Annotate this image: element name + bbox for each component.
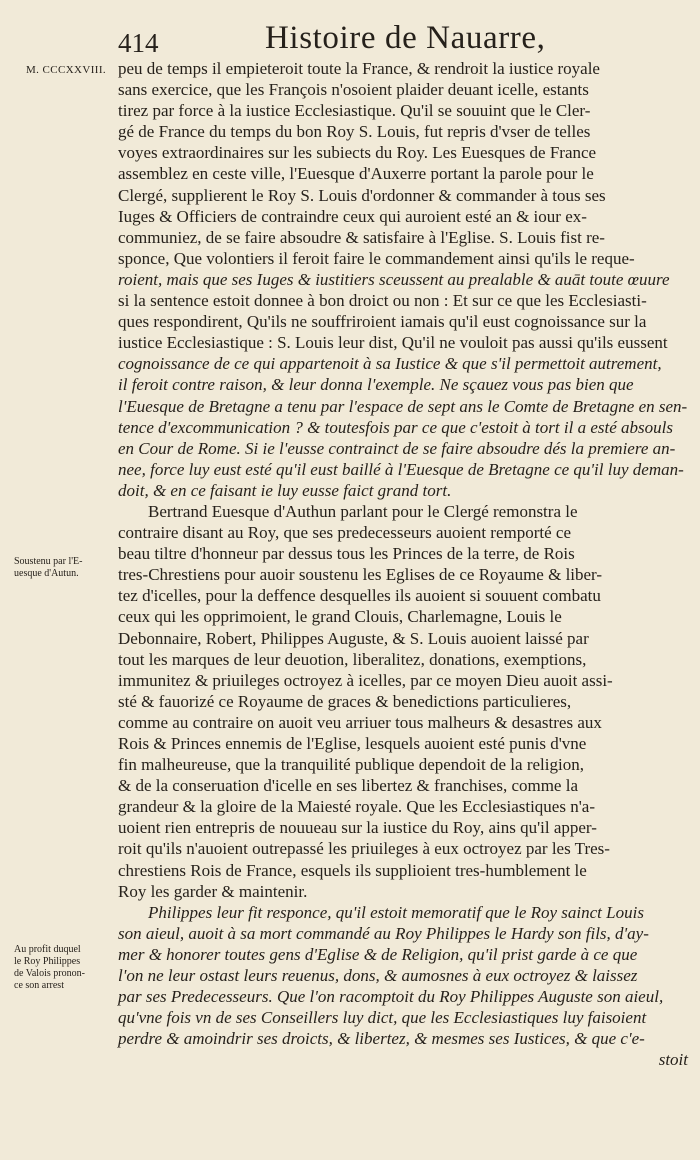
text-line: roient, mais que ses Iuges & iustitiers sceussent au prealable & auāt toute œuure [118, 269, 670, 289]
margin-year: M. CCCXXVIII. [26, 64, 107, 76]
text-line: Rois & Princes ennemis de l'Eglise, lesquels auoient esté punis d'vne [118, 734, 587, 753]
text-line: fin malheureuse, que la tranquilité publique dependoit de la religion, [118, 755, 584, 775]
margin-note-line: de Valois pronon- [14, 968, 85, 979]
text-line: Philippes leur fit responce, qu'il estoit memoratif que le Roy sainct Louis [148, 902, 644, 922]
text-line: chrestiens Rois de France, esquels ils supplioient tres-humblement le [118, 860, 587, 880]
text-line: ques respondirent, Qu'ils ne souffriroient iamais qu'il eust cognoissance sur la [118, 312, 647, 332]
text-line: Iuges & Officiers de contraindre ceux qui auroient esté an & iour ex- [118, 206, 587, 226]
text-line: iustice Ecclesiastique : S. Louis leur dist, Qu'il ne vouloit pas aussi qu'ils eussent [118, 333, 668, 353]
text-line: communiez, de se faire absoudre & satisfaire à l'Eglise. S. Louis fist re- [118, 227, 605, 247]
text-line: par ses Predecesseurs. Que l'on racomptoit du Roy Philippes Auguste son aieul, [118, 987, 664, 1007]
text-line: sté & fauorizé ce Royaume de graces & benedictions particulieres, [118, 691, 572, 711]
text-line: l'Euesque de Bretagne a tenu par l'espace de sept ans le Comte de Bretagne en sen- [118, 396, 688, 416]
margin-note-arrest [14, 944, 104, 992]
text-line: grandeur & la gloire de la Maiesté royale. Que les Ecclesiastiques n'a- [118, 797, 595, 817]
text-line: tout les marques de leur deuotion, liberalitez, donations, exemptions, [118, 649, 587, 669]
text-line: mer & honorer toutes gens d'Eglise & de Religion, qu'il prist garde à ce que [118, 944, 638, 964]
running-title: Histoire de Nauarre, [265, 20, 546, 56]
text-line: Roy les garder & maintenir. [118, 881, 308, 901]
text-line: perdre & amoindrir ses droicts, & libertez, & mesmes ses Iustices, & que c'e- [118, 1029, 645, 1049]
text-line: peu de temps il empieteroit toute la France, & rendroit la iustice royale [118, 59, 600, 78]
text-line: Clergé, supplierent le Roy S. Louis d'ordonner & commander à tous ses [118, 185, 606, 205]
margin-note-line: Au profit duquel [14, 944, 81, 955]
catchword: stoit [658, 1050, 688, 1070]
text-line: uoient rien entrepris de nouueau sur la iustice du Roy, ains qu'il apper- [118, 818, 597, 838]
text-line: comme au contraire on auoit veu arriuer tous malheurs & desastres aux [118, 712, 602, 732]
text-line: doit, & en ce faisant ie luy eusse faict grand tort. [118, 480, 452, 500]
body-text [118, 58, 688, 1071]
margin-note-line: ce son arrest [14, 980, 64, 991]
text-line: beau tiltre d'honneur par dessus tous les Princes de la terre, de Rois [118, 544, 575, 564]
text-line: nee, force luy eust esté qu'il eust baillé à l'Euesque de Bretagne ce qu'il luy deman- [118, 459, 684, 479]
text-line: tence d'excommunication ? & toutesfois par ce que c'estoit à tort il a esté absouls [118, 417, 673, 437]
text-line: sans exercice, que les François n'osoient plaider deuant icelle, estants [118, 80, 589, 100]
text-line: l'on ne leur ostast leurs reuenus, dons, & aumosnes à eux octroyez & laissez [118, 966, 638, 986]
text-line: tirez par force à la iustice Ecclesiastique. Qu'il se souuint que le Cler- [118, 101, 591, 121]
text-line: tez d'icelles, pour la deffence desquelles ils auoient si souuent combatu [118, 586, 601, 606]
text-line: immunitez & priuileges octroyez à icelles, par ce moyen Dieu auoit assi- [118, 670, 613, 690]
text-line: si la sentence estoit donnee à bon droict ou non : Et sur ce que les Ecclesiasti- [118, 291, 647, 311]
margin-note-line: uesque d'Autun. [14, 568, 79, 579]
text-line: roit qu'ils n'auoient outrepassé les priuileges à eux octroyez par les Tres- [118, 839, 610, 859]
text-line: ceux qui les opprimoient, le grand Clouis, Charlemagne, Louis le [118, 607, 562, 627]
text-line: cognoissance de ce qui appartenoit à sa Iustice & que s'il permettoit autrement, [118, 354, 662, 374]
text-line: il feroit contre raison, & leur donna l'exemple. Ne sçauez vous pas bien que [118, 375, 634, 395]
text-line: gé de France du temps du bon Roy S. Louis, fut repris d'vser de telles [118, 122, 591, 142]
text-line: voyes extraordinaires sur les subiects du Roy. Les Euesques de France [118, 143, 597, 163]
margin-note-bertrand [14, 556, 104, 580]
text-line: Debonnaire, Robert, Philippes Auguste, & S. Louis auoient laissé par [118, 628, 589, 648]
text-line: assemblez en ceste ville, l'Euesque d'Auxerre portant la parole pour le [118, 164, 594, 184]
text-line: & de la conseruation d'icelle en ses libertez & franchises, comme la [118, 776, 578, 796]
page-number: 414 [118, 28, 159, 58]
margin-note-line: Soustenu par l'E- [14, 556, 83, 567]
margin-note-line: le Roy Philippes [14, 956, 81, 967]
text-line: en Cour de Rome. Si ie l'eusse contrainct de se faire absoudre dés la premiere an- [118, 438, 676, 458]
text-line: qu'vne fois vn de ses Conseillers luy dict, que les Ecclesiastiques luy faisoient [118, 1008, 647, 1028]
text-line: Bertrand Euesque d'Authun parlant pour le Clergé remonstra le [148, 501, 578, 521]
text-line: contraire disant au Roy, que ses predecesseurs auoient remporté ce [118, 523, 571, 543]
text-line: tres-Chrestiens pour auoir soustenu les Eglises de ce Royaume & liber- [118, 565, 603, 585]
page-header [0, 14, 700, 58]
text-line: sponce, Que volontiers il feroit faire le commandement ainsi qu'ils le reque- [118, 248, 635, 268]
text-line: son aieul, auoit à sa mort commandé au Roy Philippes le Hardy son fils, d'ay- [118, 923, 649, 943]
